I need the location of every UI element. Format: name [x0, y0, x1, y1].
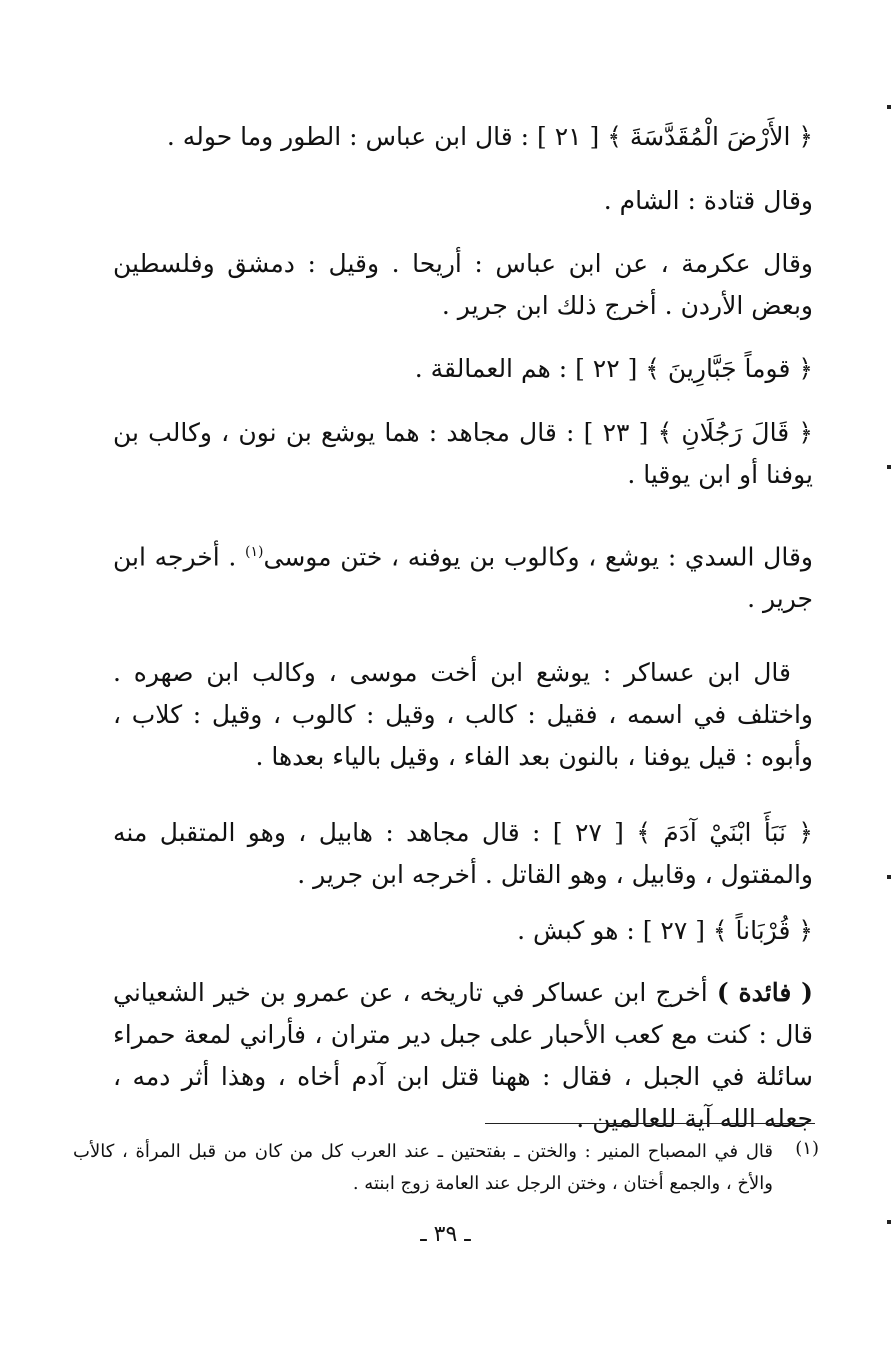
scan-edge-mark [887, 465, 891, 469]
paragraph-text: ﴿ الأَرْضَ الْمُقَدَّسَةَ ﴾ [ ٢١ ] : قال ابن عباس : الطور وما حوله . [166, 122, 813, 151]
paragraph-text: وقال قتادة : الشام . [603, 186, 813, 215]
paragraph-suddi [113, 531, 813, 620]
paragraph-text: قال ابن عساكر : يوشع ابن أخت موسى ، وكالب ابن صهره . واختلف في اسمه ، فقيل : كالب ، وقيل : كالوب ، وقيل : كلاب ، وأبوه : قيل يوفنا ، بالنون بعد الفاء ، وقيل بالياء بعدها . [113, 658, 813, 771]
paragraph-text: ﴿ قُرْبَاناً ﴾ [ ٢٧ ] : هو كبش . [517, 916, 813, 945]
benefit-label: ( فائدة ) [716, 978, 813, 1007]
paragraph-giants [113, 348, 813, 390]
paragraph-text: وقال السدي : يوشع ، وكالوب بن يوفنه ، ختن موسى [263, 542, 813, 572]
page-number: ـ ٣٩ ـ [420, 1222, 471, 1247]
paragraph-holy-land [113, 116, 813, 158]
paragraph-benefit [113, 972, 813, 1140]
footnote-reference: (١) [245, 544, 264, 560]
paragraph-two-sons-of-adam [113, 812, 813, 896]
scan-edge-mark [887, 1220, 891, 1224]
paragraph-two-men [113, 412, 813, 496]
scan-edge-mark [887, 105, 891, 109]
paragraph-ibn-asakir [113, 652, 813, 778]
paragraph-text: وقال عكرمة ، عن ابن عباس : أريحا . وقيل : دمشق وفلسطين وبعض الأردن . أخرج ذلك ابن جرير . [113, 249, 813, 320]
scan-edge-mark [887, 875, 891, 879]
paragraph-text: أخرج ابن عساكر في تاريخه ، عن عمرو بن خير الشعياني قال : كنت مع كعب الأحبار على جبل دير متران ، فأراني لمعة حمراء سائلة في الجبل ، فقال : ههنا قتل ابن آدم أخاه ، وهذا أثر دمه ، جعله الله آية للعالمين . [113, 978, 813, 1133]
paragraph-qatada [113, 180, 813, 222]
footnote-divider [485, 1123, 815, 1124]
paragraph-offering [113, 910, 813, 952]
paragraph-ikrima [113, 243, 813, 327]
paragraph-text: . أخرجه ابن جرير . [113, 542, 813, 614]
paragraph-text: ﴿ نَبَأَ ابْنَيْ آدَمَ ﴾ [ ٢٧ ] : قال مجاهد : هابيل ، وهو المتقبل منه والمقتول ، وقابيل ، وهو القاتل . أخرجه ابن جرير . [113, 818, 813, 889]
paragraph-text: ﴿ قوماً جَبَّارِينَ ﴾ [ ٢٢ ] : هم العمالقة . [414, 354, 813, 383]
footnote-marker: (١) [795, 1138, 819, 1159]
paragraph-text: ﴿ قَالَ رَجُلَانِ ﴾ [ ٢٣ ] : قال مجاهد : هما يوشع بن نون ، وكالب بن يوفنا أو ابن يوقيا . [113, 418, 813, 489]
footnote-text: قال في المصباح المنير : والختن ـ بفتحتين ـ عند العرب كل من كان من قبل المرأة ، كالأب والأخ ، والجمع أختان ، وختن الرجل عند العامة زوج ابنته . [73, 1141, 773, 1194]
